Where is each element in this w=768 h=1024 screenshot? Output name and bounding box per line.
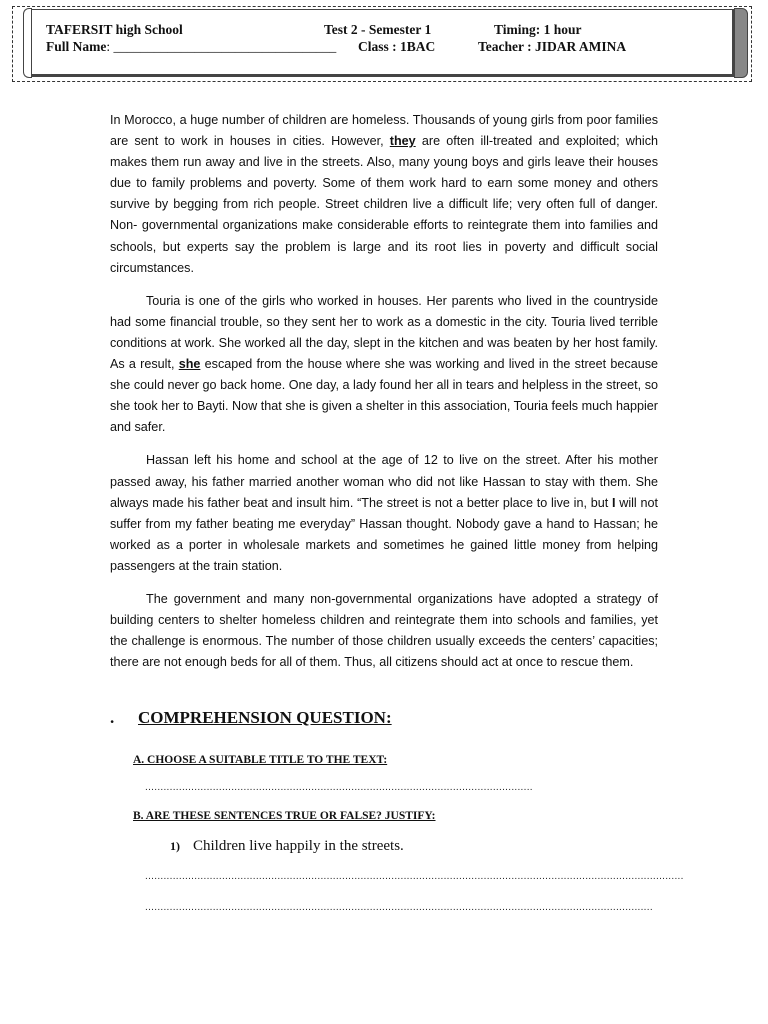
header-frame: [31, 9, 735, 77]
header-box: [12, 6, 752, 82]
school-name: TAFERSIT high School: [46, 22, 183, 37]
timing-label: Timing: [494, 22, 536, 37]
p1-text-b: are often ill-treated and exploited; which makes them run away and live in the streets. Also, many young boys and girls leave their houses due to family problems and poverty. Some of them work hard to earn some money and others survive by begging from rich people. Street children live a difficult life; very often full of danger. Non- governmental organizations make considerable efforts to reintegrate them into families and schools, but experts say the problem is large and its root lies in poverty and difficult social circumstances.: [110, 134, 658, 275]
scroll-curl-right: [734, 8, 748, 78]
heading-text: COMPREHENSION QUESTION:: [138, 708, 392, 727]
statement-number: 1): [170, 839, 180, 853]
statement-1: [170, 838, 404, 855]
teacher-label: Teacher : JIDAR AMINA: [478, 39, 627, 54]
paragraph-3: [110, 450, 658, 577]
question-b: B. ARE THESE SENTENCES TRUE OR FALSE? JUSTIFY:: [133, 810, 436, 822]
heading-bullet: .: [110, 708, 115, 727]
answer-line-b2[interactable]: .....................................................................................................................................................................: [145, 902, 653, 913]
p1-reference-word: they: [389, 134, 416, 149]
scroll-curl-left: [23, 8, 32, 78]
p2-reference-word: she: [178, 357, 201, 372]
p1-text-a: In Morocco, a huge number of children are homeless. Thousands of young girls from poor families are sent to work in houses in cities. However,: [110, 113, 658, 149]
paragraph-4: The government and many non-governmental organizations have adopted a strategy of building centers to shelter homeless children and reintegrate them into schools and families, yet the challenge is enormous. The number of those children usually exceeds the centers’ capacities; there are not enough beds for all of them. Thus, all citizens should act at once to rescue them.: [110, 591, 658, 670]
fullname-blank: : _________________________________: [106, 39, 337, 54]
p3-text-b: will not suffer from my father beating me everyday” Hassan thought. Nobody gave a hand to Hassan; he worked as a porter in wholesale markets and sometimes he gained little money from helping passengers at the train station.: [110, 495, 659, 573]
comprehension-heading: [110, 708, 392, 728]
fullname: [46, 39, 336, 55]
p2-text-a: Touria is one of the girls who worked in houses. Her parents who lived in the countryside had some financial trouble, so they sent her to work as a domestic in the city. Touria lived terrible conditions at work. She worked all the day, slept in the kitchen and was beaten by her host family. As a result,: [110, 293, 658, 372]
paragraph-1: [110, 110, 658, 279]
answer-line-a[interactable]: ..............................................................................................................................: [145, 782, 533, 793]
test-name: Test 2 - Semester 1: [324, 22, 432, 37]
p3-reference-word: I: [611, 495, 616, 510]
timing-value: : 1 hour: [535, 22, 582, 37]
p3-text-a: Hassan left his home and school at the age of 12 to live on the street. After his mother passed away, his father married another woman who did not like Hassan to stay with them. She always made his father beat and insult him. “The street is not a better place to live in, but: [110, 453, 658, 510]
timing: [494, 22, 582, 38]
fullname-label: Full Name: [46, 39, 107, 54]
class-label: Class : 1BAC: [358, 39, 436, 54]
answer-line-b1[interactable]: ...............................................................................................................................................................................: [145, 871, 684, 882]
question-a: A. CHOOSE A SUITABLE TITLE TO THE TEXT:: [133, 754, 388, 766]
reading-passage: [110, 110, 658, 685]
p2-text-b: escaped from the house where she was working and lived in the street because she could never go back home. One day, a lady found her all in tears and helpless in the street, so she took her to Bayti. Now that she is given a shelter in this association, Touria feels much happier and safer.: [110, 357, 658, 435]
statement-text: Children live happily in the streets.: [193, 838, 404, 854]
paragraph-2: [110, 291, 658, 439]
